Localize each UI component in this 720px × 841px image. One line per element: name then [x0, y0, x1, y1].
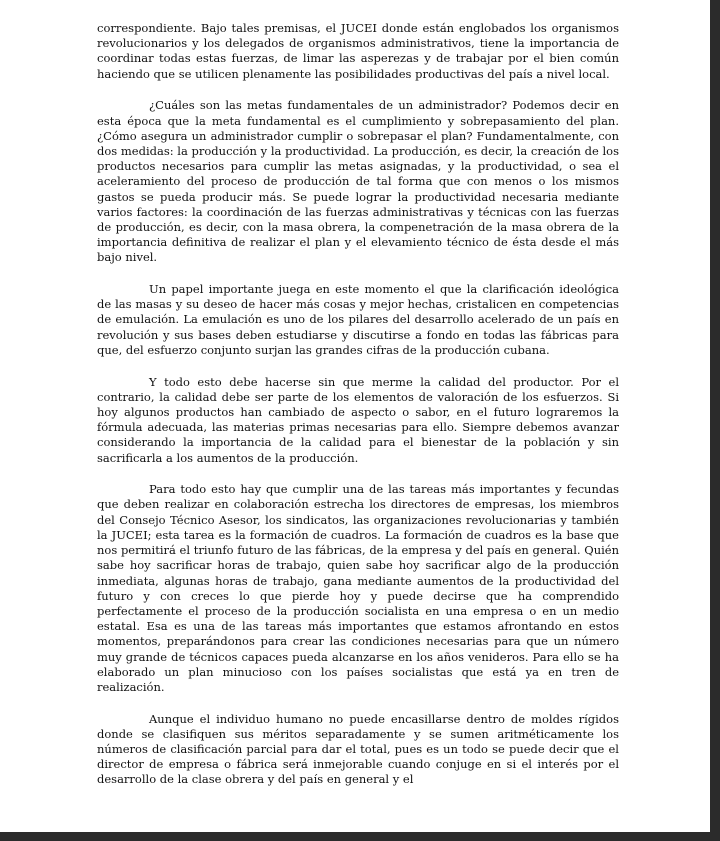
paragraph-1: correspondiente. Bajo tales premisas, el JUCEI donde están englobados los organismos revolucionarios y los delegados de organismos administrativos, tiene la importancia de coordinar todas estas fuerzas, de limar las asperezas y de trabajar por el bien común haciendo que se utilicen plenamente las posibilidades productivas del país a nivel local. — [97, 21, 619, 81]
page-bottom-edge — [0, 832, 720, 841]
paragraph-4: Y todo esto debe hacerse sin que merme la calidad del productor. Por el contrario, la calidad debe ser parte de los elementos de valoración de los esfuerzos. Si hoy algunos productos han cambiado de aspecto o sabor, en el futuro lograremos la fórmula adecuada, las materias primas necesarias para ello. Siempre debemos avanzar considerando la importancia de la calidad para el bienestar de la población y sin sacrificarla a los aumentos de la producción. — [97, 374, 619, 465]
page-right-edge — [710, 0, 720, 841]
paragraph-3: Un papel importante juega en este momento el que la clarificación ideológica de las masas y su deseo de hacer más cosas y mejor hechas, cristalicen en competencias de emulación. La emulación es uno de los pilares del desarrollo acelerado de un país en revolución y sus bases deben estudiarse y discutirse a fondo en todas las fábricas para que, del esfuerzo conjunto surjan las grandes cifras de la producción cubana. — [97, 282, 619, 357]
document-body — [97, 21, 619, 804]
paragraph-5: Para todo esto hay que cumplir una de las tareas más importantes y fecundas que deben realizar en colaboración estrecha los directores de empresas, los miembros del Consejo Técnico Asesor, los sindicatos, las organizaciones revolucionarias y también la JUCEI; esta tarea es la formación de cuadros. La formación de cuadros es la base que nos permitirá el triunfo futuro de las fábricas, de la empresa y del país en general. Quién sabe hoy sacrificar horas de trabajo, quien sabe hoy sacrificar algo de la producción inmediata, algunas horas de trabajo, gana mediante aumentos de la productividad del futuro y con creces lo que pierde hoy y puede decirse que ha comprendido perfectamente el proceso de la producción socialista en una empresa o en un medio estatal. Esa es una de las tareas más importantes que estamos afrontando en estos momentos, preparándonos para crear las condiciones necesarias para que un número muy grande de técnicos capaces pueda alcanzarse en los años venideros. Para ello se ha elaborado un plan minucioso con los países socialistas que está ya en tren de realización. — [97, 482, 619, 694]
paragraph-6: Aunque el individuo humano no puede encasillarse dentro de moldes rígidos donde se clasifiquen sus méritos separadamente y se sumen aritméticamente los números de clasificación parcial para dar el total, pues es un todo se puede decir que el director de empresa o fábrica será inmejorable cuando conjuge en si el interés por el desarrollo de la clase obrera y del país en general y el — [97, 711, 619, 787]
paragraph-2: ¿Cuáles son las metas fundamentales de un administrador? Podemos decir en esta época que la meta fundamental es el cumplimiento y sobrepasamiento del plan. ¿Cómo asegura un administrador cumplir o sobrepasar el plan? Fundamentalmente, con dos medidas: la producción y la productividad. La producción, es decir, la creación de los productos necesarios para cumplir las metas asignadas, y la productividad, o sea el aceleramiento del proceso de producción de tal forma que con menos o los mismos gastos se pueda producir más. Se puede lograr la productividad necesaria mediante varios factores: la coordinación de las fuerzas administrativas y técnicas con las fuerzas de producción, es decir, con la masa obrera, la compenetración de la masa obrera de la importancia definitiva de realizar el plan y el elevamiento técnico de ésta desde el más bajo nivel. — [97, 98, 619, 265]
